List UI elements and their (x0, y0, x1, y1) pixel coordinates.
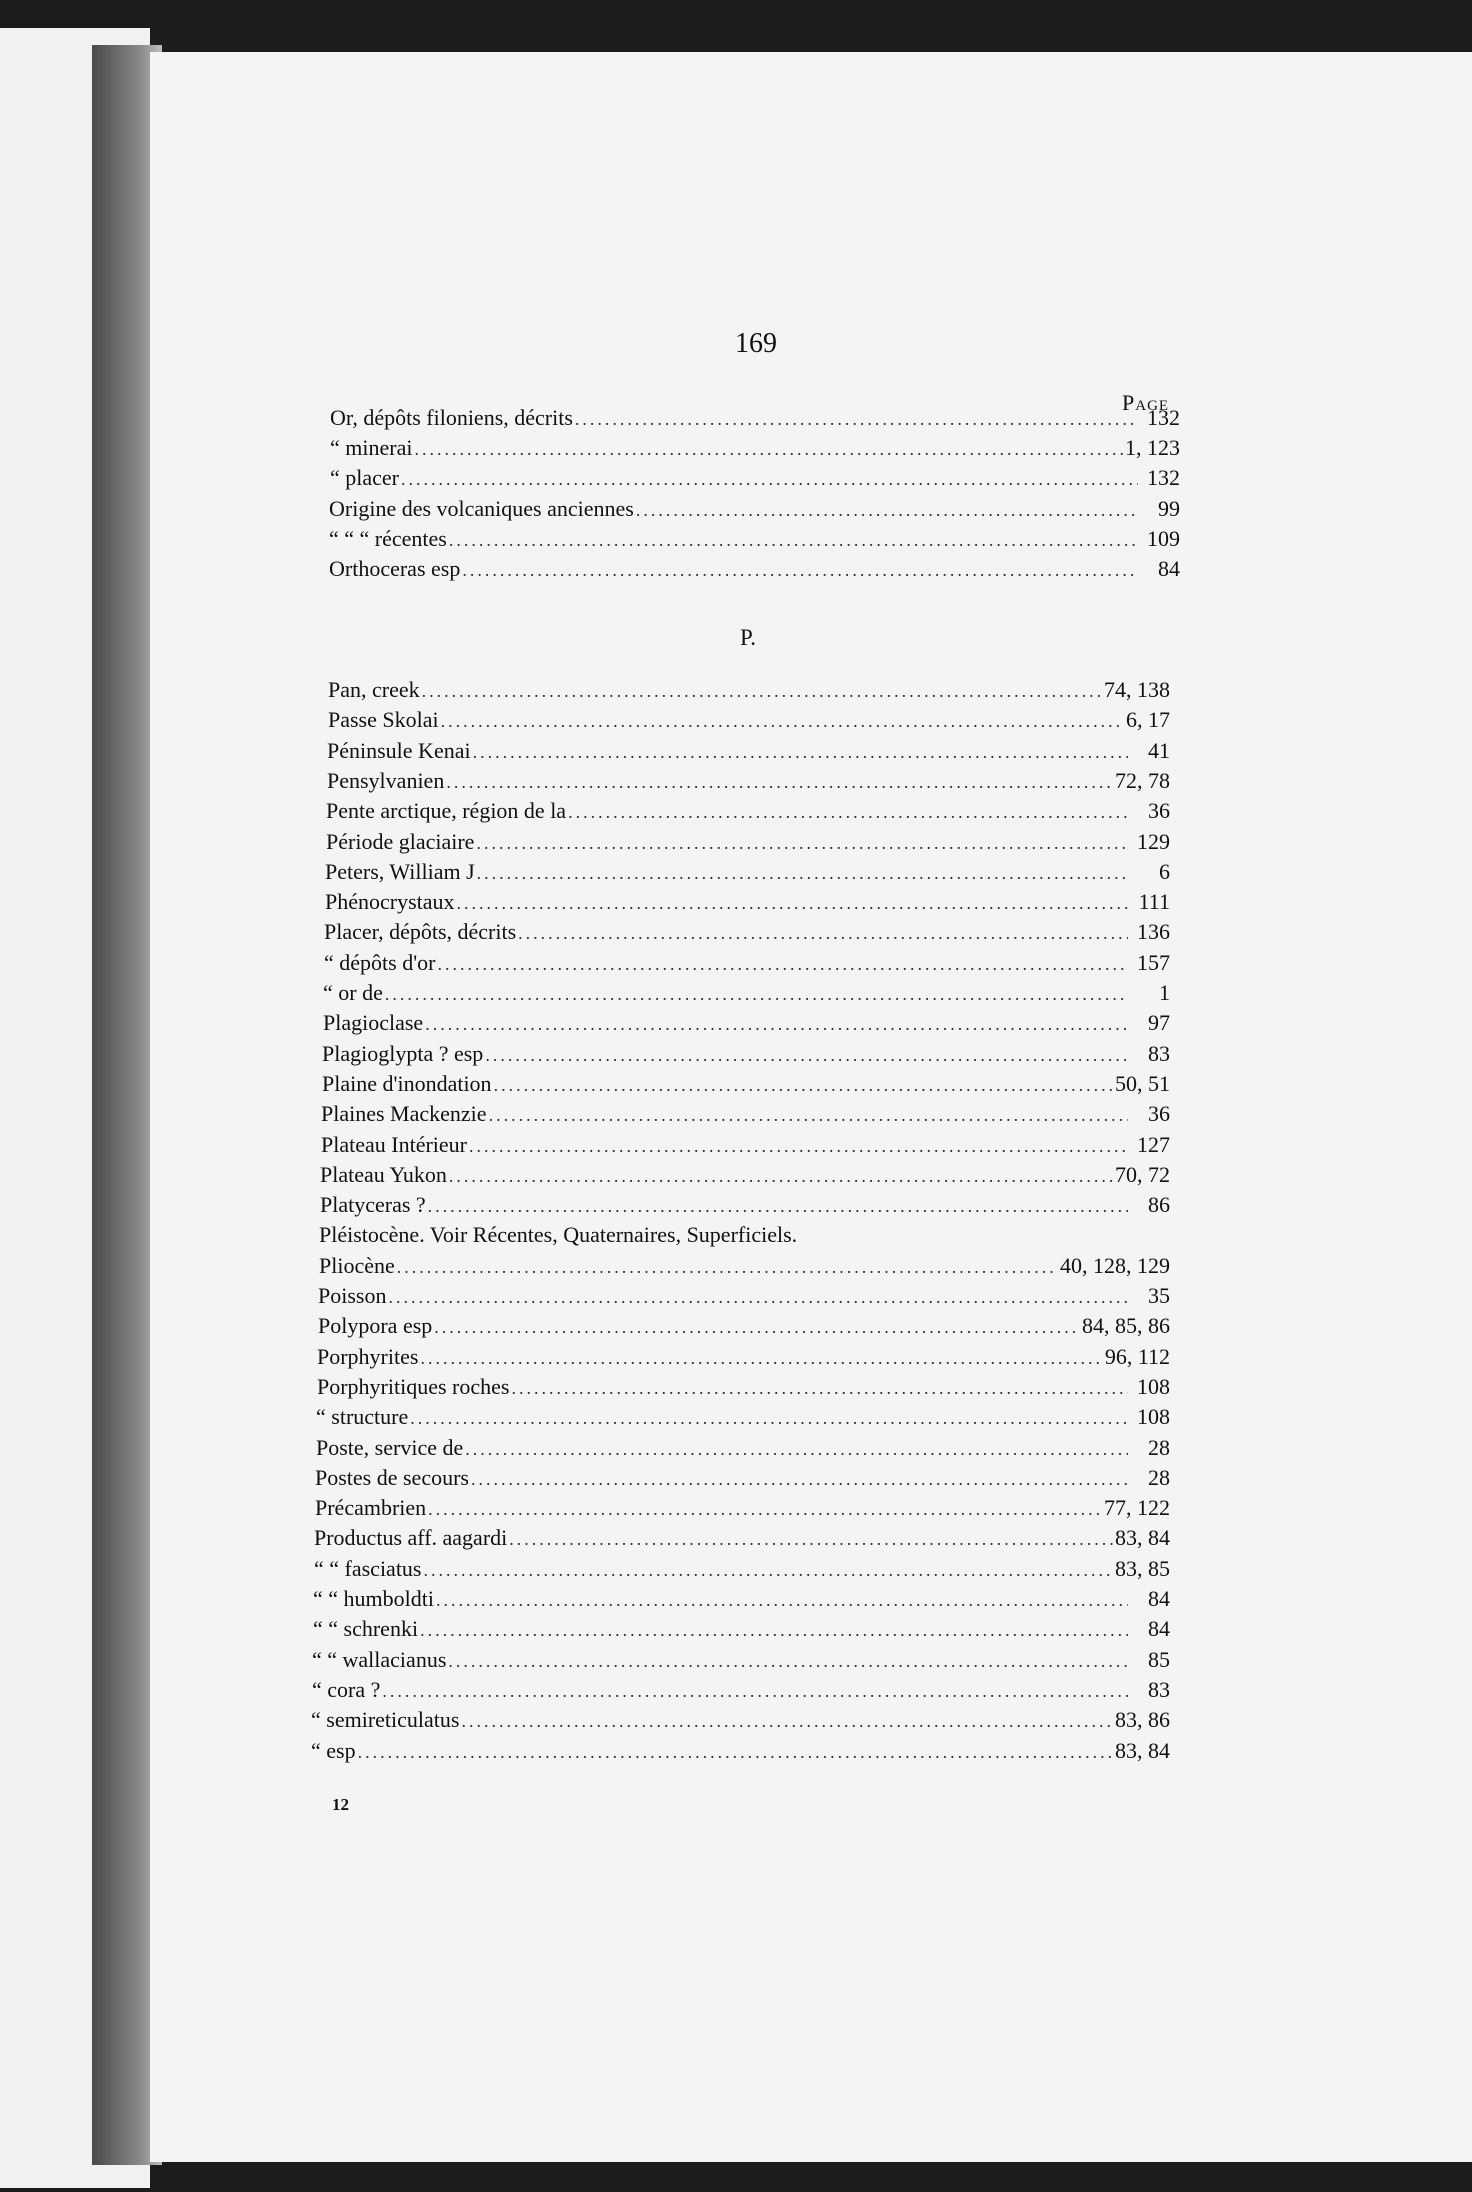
index-entry (330, 433, 1180, 463)
entry-pages: 85 (1148, 1647, 1170, 1672)
dot-leader (518, 918, 1128, 948)
entry-pages: 83 (1148, 1041, 1170, 1066)
entry-label: “ “ fasciatus (314, 1556, 422, 1581)
dot-leader (494, 1070, 1113, 1100)
entry-label: “ “ wallacianus (312, 1647, 447, 1672)
entry-pages: 157 (1137, 950, 1170, 975)
dot-leader (410, 1403, 1128, 1433)
page-number: 169 (735, 328, 777, 359)
entry-pages: 83, 85 (1115, 1556, 1170, 1581)
entry-pages: 136 (1137, 919, 1170, 944)
dot-leader (449, 1161, 1113, 1191)
index-entry (323, 1008, 1170, 1038)
dot-leader (397, 1252, 1058, 1282)
index-entry (319, 1251, 1170, 1281)
entry-pages: 111 (1138, 889, 1170, 914)
dot-leader (636, 495, 1138, 525)
index-entry (320, 1190, 1170, 1220)
entry-label: Plaine d'inondation (322, 1071, 492, 1096)
entry-pages: 86 (1148, 1192, 1170, 1217)
entry-label: “ cora ? (312, 1677, 381, 1702)
index-entry (328, 675, 1170, 705)
entry-label: Plateau Intérieur (321, 1132, 467, 1157)
index-entry (316, 1402, 1170, 1432)
index-entry (317, 1342, 1170, 1372)
entry-label: Plateau Yukon (320, 1162, 447, 1187)
entry-label: “ “ “ récentes (329, 526, 447, 551)
index-entry (328, 705, 1170, 735)
entry-label: Précambrien (315, 1495, 427, 1520)
dot-leader (511, 1373, 1128, 1403)
entry-label: Péninsule Kenai (327, 738, 471, 763)
entry-label: “ semireticulatus (311, 1707, 460, 1732)
entry-pages: 96, 112 (1104, 1344, 1170, 1369)
dot-leader (425, 1009, 1128, 1039)
entry-label: “ structure (316, 1404, 409, 1429)
entry-pages: 129 (1137, 829, 1170, 854)
entry-pages: 132 (1147, 465, 1180, 490)
entry-pages: 127 (1137, 1132, 1170, 1157)
index-entry (323, 978, 1170, 1008)
index-entry (324, 948, 1170, 978)
dot-leader (388, 1282, 1128, 1312)
entry-label: “ “ schrenki (313, 1616, 419, 1641)
entry-pages: 28 (1148, 1435, 1170, 1460)
index-entry (329, 494, 1180, 524)
index-entry (327, 766, 1170, 796)
entry-pages: 109 (1147, 526, 1180, 551)
dot-leader (420, 1343, 1102, 1373)
index-entry (312, 1645, 1170, 1675)
entry-label: Orthoceras esp (329, 556, 461, 581)
signature-mark: 12 (332, 1795, 349, 1814)
entry-label: Pliocène (319, 1253, 395, 1278)
entry-pages: 84 (1148, 1616, 1170, 1641)
entry-pages: 84, 85, 86 (1082, 1313, 1170, 1338)
dot-leader (428, 1191, 1128, 1221)
dot-leader (462, 555, 1138, 585)
entry-label: Origine des volcaniques anciennes (329, 496, 634, 521)
entry-pages: 1, 123 (1125, 435, 1180, 460)
index-entry (327, 736, 1170, 766)
index-entry (316, 1433, 1170, 1463)
entry-label: Placer, dépôts, décrits (324, 919, 517, 944)
index-entry (321, 1130, 1170, 1160)
entry-pages: 84 (1148, 1586, 1170, 1611)
entry-pages: 84 (1158, 556, 1180, 581)
entry-label: Pan, creek (328, 677, 420, 702)
dot-leader (476, 828, 1128, 858)
dot-leader (414, 434, 1123, 464)
entry-label: “ placer (330, 465, 399, 490)
entry-pages: 28 (1148, 1465, 1170, 1490)
index-entry (311, 1736, 1170, 1766)
dot-leader (446, 767, 1113, 797)
index-entry (326, 796, 1170, 826)
entry-pages: 50, 51 (1115, 1071, 1170, 1096)
dot-leader (568, 797, 1128, 827)
entry-label: “ or de (323, 980, 383, 1005)
index-entry (329, 524, 1180, 554)
index-entry (324, 917, 1170, 947)
entry-label: Pente arctique, région de la (326, 798, 567, 823)
entry-label: Phénocrystaux (325, 889, 455, 914)
dot-leader (401, 464, 1138, 494)
entry-label: Période glaciaire (326, 829, 475, 854)
index-entry (318, 1281, 1170, 1311)
dot-leader (385, 979, 1128, 1009)
entry-pages: 1 (1159, 980, 1170, 1005)
index-entry (313, 1584, 1170, 1614)
dot-leader (469, 1131, 1128, 1161)
index-entry (330, 463, 1180, 493)
entry-label: “ “ humboldti (313, 1586, 434, 1611)
dot-leader (457, 888, 1128, 918)
entry-pages: 70, 72 (1115, 1162, 1170, 1187)
index-entry (318, 1311, 1170, 1341)
dot-leader (477, 858, 1128, 888)
dot-leader (422, 676, 1102, 706)
entry-label: Peters, William J (325, 859, 475, 884)
entry-pages: 36 (1148, 798, 1170, 823)
entry-label: Poste, service de (316, 1435, 464, 1460)
entry-label: “ dépôts d'or (324, 950, 436, 975)
entry-pages: 36 (1148, 1101, 1170, 1126)
dot-leader (448, 1646, 1128, 1676)
entry-label: Plaines Mackenzie (321, 1101, 487, 1126)
index-entry (315, 1463, 1170, 1493)
dot-leader (509, 1524, 1113, 1554)
entry-pages: 83 (1148, 1677, 1170, 1702)
entry-pages: 132 (1147, 405, 1180, 430)
entry-label: Postes de secours (315, 1465, 469, 1490)
index-entry (315, 1493, 1170, 1523)
entry-label: Plagioglypta ? esp (322, 1041, 484, 1066)
entry-pages: 41 (1148, 738, 1170, 763)
dot-leader (441, 706, 1124, 736)
entry-label: Productus aff. aagardi (314, 1525, 508, 1550)
entry-pages: 99 (1158, 496, 1180, 521)
index-entry (321, 1099, 1170, 1129)
entry-pages: 108 (1137, 1374, 1170, 1399)
index-entry (317, 1372, 1170, 1402)
dot-leader (485, 1040, 1128, 1070)
entry-label: Polypora esp (318, 1313, 433, 1338)
entry-pages: 6, 17 (1126, 707, 1170, 732)
entry-pages: 83, 84 (1115, 1525, 1170, 1550)
entry-label: Poisson (318, 1283, 387, 1308)
dot-leader (424, 1555, 1114, 1585)
index-entry (314, 1523, 1170, 1553)
index-entry (313, 1614, 1170, 1644)
index-entry (325, 857, 1170, 887)
dot-leader (434, 1312, 1080, 1342)
dot-leader (471, 1464, 1128, 1494)
dot-leader (461, 1706, 1113, 1736)
entry-label: Porphyritiques roches (317, 1374, 510, 1399)
index-entry (325, 887, 1170, 917)
dot-leader (382, 1676, 1128, 1706)
entry-label: Plagioclase (323, 1010, 424, 1035)
index-entry (311, 1705, 1170, 1735)
dot-leader (428, 1494, 1102, 1524)
entry-pages: 35 (1148, 1283, 1170, 1308)
section-letter: P. (740, 625, 756, 650)
index-entry (326, 827, 1170, 857)
index-entry (322, 1039, 1170, 1069)
entry-label: Or, dépôts filoniens, décrits (330, 405, 573, 430)
index-entry (330, 403, 1180, 433)
entry-label: Pléistocène. Voir Récentes, Quaternaires, Superficiels. (319, 1222, 798, 1247)
dot-leader (575, 404, 1138, 434)
entry-pages: 6 (1159, 859, 1170, 884)
index-entry (319, 1220, 1170, 1250)
dot-leader (449, 525, 1138, 555)
index-entry (329, 554, 1180, 584)
entry-pages: 72, 78 (1115, 768, 1170, 793)
index-entry (314, 1554, 1170, 1584)
dot-leader (438, 949, 1129, 979)
entry-label: Pensylvanien (327, 768, 445, 793)
entry-label: Porphyrites (317, 1344, 419, 1369)
entry-label: Platyceras ? (320, 1192, 426, 1217)
entry-pages: 83, 86 (1115, 1707, 1170, 1732)
dot-leader (358, 1737, 1113, 1767)
index-entry (312, 1675, 1170, 1705)
dot-leader (436, 1585, 1128, 1615)
index-entry (320, 1160, 1170, 1190)
dot-leader (489, 1100, 1128, 1130)
entry-pages: 40, 128, 129 (1060, 1253, 1170, 1278)
page-column-header: Page (1122, 390, 1170, 415)
entry-pages: 97 (1148, 1010, 1170, 1035)
entry-label: “ esp (311, 1738, 356, 1763)
entry-pages: 83, 84 (1115, 1738, 1170, 1763)
dot-leader (465, 1434, 1128, 1464)
dot-leader (420, 1615, 1128, 1645)
entry-label: “ minerai (330, 435, 413, 460)
entry-pages: 74, 138 (1104, 677, 1170, 702)
entry-pages: 77, 122 (1104, 1495, 1170, 1520)
dot-leader (473, 737, 1128, 767)
entry-pages: 108 (1137, 1404, 1170, 1429)
entry-label: Passe Skolai (328, 707, 439, 732)
index-entry (322, 1069, 1170, 1099)
